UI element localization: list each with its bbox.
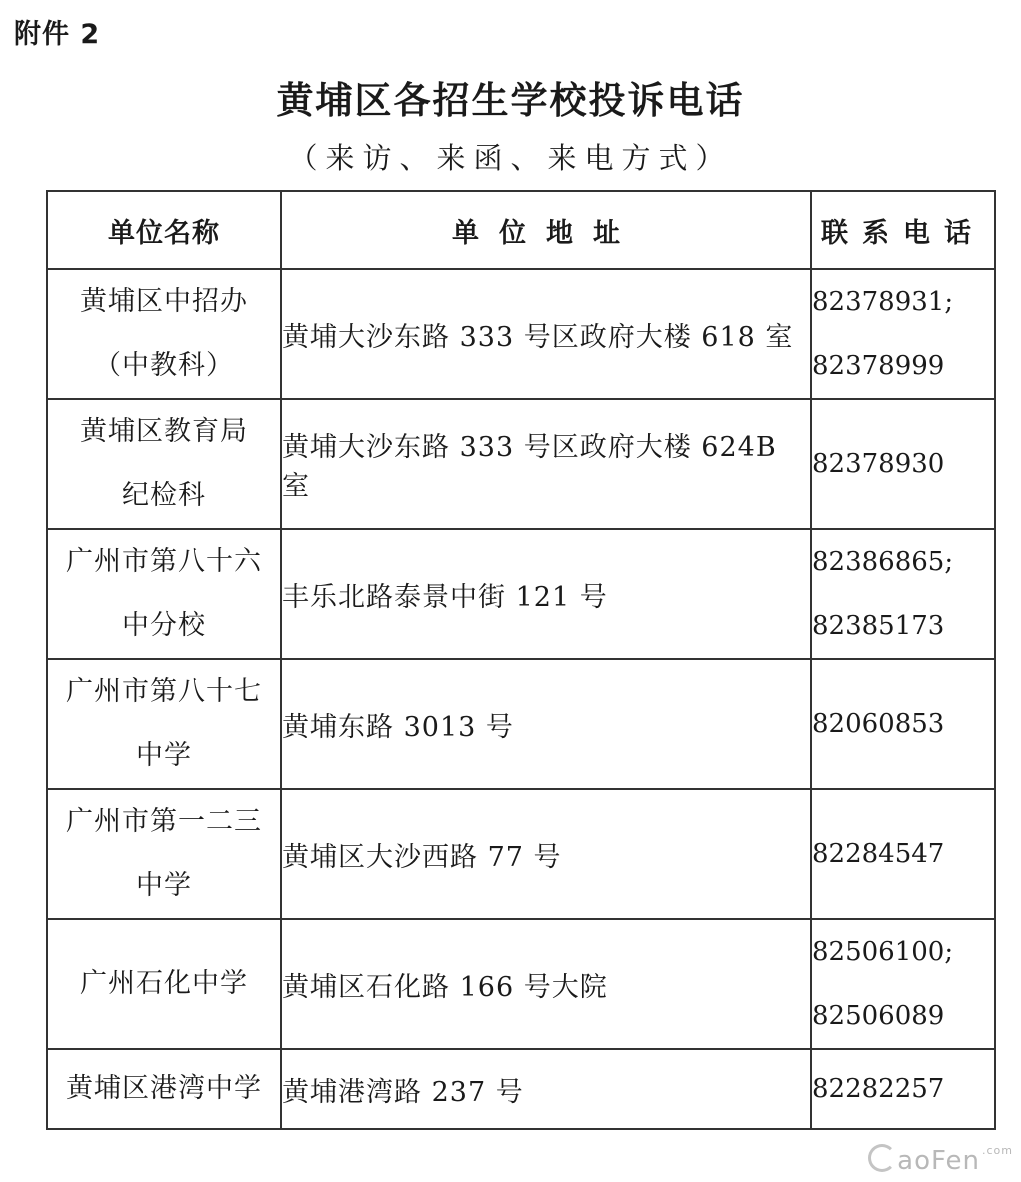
unit-address-cell: 黄埔区大沙西路 77 号	[281, 789, 811, 919]
phone-cell	[811, 919, 995, 1049]
unit-address-cell: 黄埔大沙东路 333 号区政府大楼 618 室	[281, 269, 811, 399]
phone-number: 82506089	[812, 1001, 945, 1031]
table-header-row	[47, 191, 995, 269]
phone-number: 82282257	[812, 1074, 945, 1104]
attachment-label: 附件 2	[14, 19, 101, 50]
gaofen-logo-icon	[868, 1144, 896, 1172]
phone-number: 82284547	[812, 839, 945, 869]
unit-name-line: 广州石化中学	[80, 968, 248, 999]
phone-number: 82385173	[812, 611, 945, 641]
unit-name-cell	[47, 659, 281, 789]
complaint-phone-table	[46, 190, 996, 1130]
unit-address-cell: 丰乐北路泰景中街 121 号	[281, 529, 811, 659]
watermark-sub: .com	[982, 1144, 1013, 1157]
table-row	[47, 529, 995, 659]
unit-name-line: 黄埔区教育局	[80, 416, 248, 447]
table-row	[47, 399, 995, 529]
phone-number: 82378999	[812, 351, 945, 381]
unit-name-cell	[47, 399, 281, 529]
unit-name-line: （中教科）	[94, 350, 234, 381]
table-row	[47, 269, 995, 399]
unit-name-cell	[47, 1049, 281, 1129]
unit-name-line: 中学	[136, 870, 192, 901]
document-title: 黄埔区各招生学校投诉电话	[276, 79, 745, 122]
document-subtitle: （来访、来函、来电方式）	[288, 141, 733, 175]
unit-address-cell: 黄埔东路 3013 号	[281, 659, 811, 789]
unit-name-cell	[47, 919, 281, 1049]
watermark-logo	[868, 1144, 1013, 1176]
phone-cell	[811, 1049, 995, 1129]
phone-number: 82506100;	[812, 937, 954, 967]
header-contact-phone: 联系电话	[811, 191, 995, 269]
unit-name-line: 纪检科	[122, 480, 206, 511]
phone-cell	[811, 789, 995, 919]
phone-cell	[811, 399, 995, 529]
phone-number: 82378931;	[812, 287, 954, 317]
phone-cell	[811, 529, 995, 659]
table-row	[47, 1049, 995, 1129]
table-row	[47, 919, 995, 1049]
unit-name-line: 中分校	[122, 610, 206, 641]
phone-cell	[811, 269, 995, 399]
unit-name-cell	[47, 529, 281, 659]
watermark-text: aoFen	[897, 1146, 980, 1176]
unit-name-cell	[47, 789, 281, 919]
header-unit-name: 单位名称	[47, 191, 281, 269]
unit-address-cell: 黄埔港湾路 237 号	[281, 1049, 811, 1129]
unit-address-cell: 黄埔大沙东路 333 号区政府大楼 624B 室	[281, 399, 811, 529]
unit-name-line: 黄埔区港湾中学	[66, 1073, 262, 1104]
unit-address-cell: 黄埔区石化路 166 号大院	[281, 919, 811, 1049]
phone-cell	[811, 659, 995, 789]
unit-name-line: 广州市第八十六	[66, 546, 262, 577]
table-row	[47, 789, 995, 919]
unit-name-line: 中学	[136, 740, 192, 771]
unit-name-cell	[47, 269, 281, 399]
unit-name-line: 广州市第一二三	[66, 806, 262, 837]
table-row	[47, 659, 995, 789]
unit-name-line: 黄埔区中招办	[80, 286, 248, 317]
phone-number: 82060853	[812, 709, 945, 739]
phone-number: 82386865;	[812, 547, 954, 577]
header-unit-address: 单位地址	[281, 191, 811, 269]
unit-name-line: 广州市第八十七	[66, 676, 262, 707]
phone-number: 82378930	[812, 449, 945, 479]
